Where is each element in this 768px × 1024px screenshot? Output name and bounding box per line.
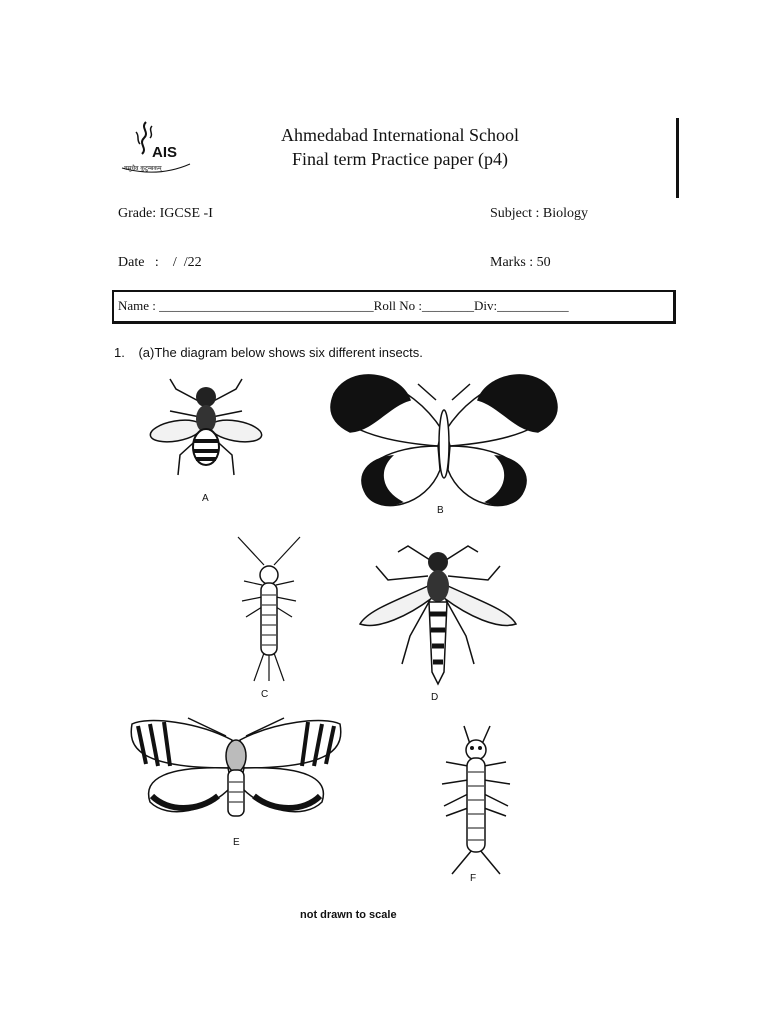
student-details-line: Name : _________________________________Roll No :________Div:___________ <box>118 298 569 313</box>
date-field: Date : / /22 <box>118 255 202 270</box>
insect-label-e: E <box>233 837 240 848</box>
paper-title: Final term Practice paper (p4) <box>292 149 508 169</box>
insect-label-b: B <box>437 505 444 516</box>
school-logo <box>118 118 200 180</box>
insect-label-f: F <box>470 873 477 884</box>
logo-text: AIS <box>152 144 178 161</box>
question-number: 1. <box>114 345 125 360</box>
question-text: (a)The diagram below shows six different insects. <box>138 345 423 360</box>
insect-d-fly-icon <box>358 540 518 690</box>
header-rule <box>676 118 679 198</box>
insect-f-bristletail-icon <box>430 722 522 877</box>
insect-b-butterfly-icon <box>330 370 558 510</box>
insect-label-c: C <box>261 689 269 700</box>
insect-a-fly-icon <box>150 375 262 485</box>
insect-e-moth-icon <box>128 716 344 826</box>
school-name: Ahmedabad International School <box>281 125 519 145</box>
marks-field: Marks : 50 <box>490 255 551 270</box>
scale-note: not drawn to scale <box>300 909 397 921</box>
subject-field: Subject : Biology <box>490 206 588 221</box>
insect-label-a: A <box>202 493 209 504</box>
svg-text:वसुधैव कुटुम्बकम्: वसुधैव कुटुम्बकम् <box>124 165 162 172</box>
question-1 <box>114 345 423 360</box>
insect-c-bristletail-icon <box>234 535 304 685</box>
insect-label-d: D <box>431 692 439 703</box>
grade-field: Grade: IGCSE -I <box>118 206 213 221</box>
